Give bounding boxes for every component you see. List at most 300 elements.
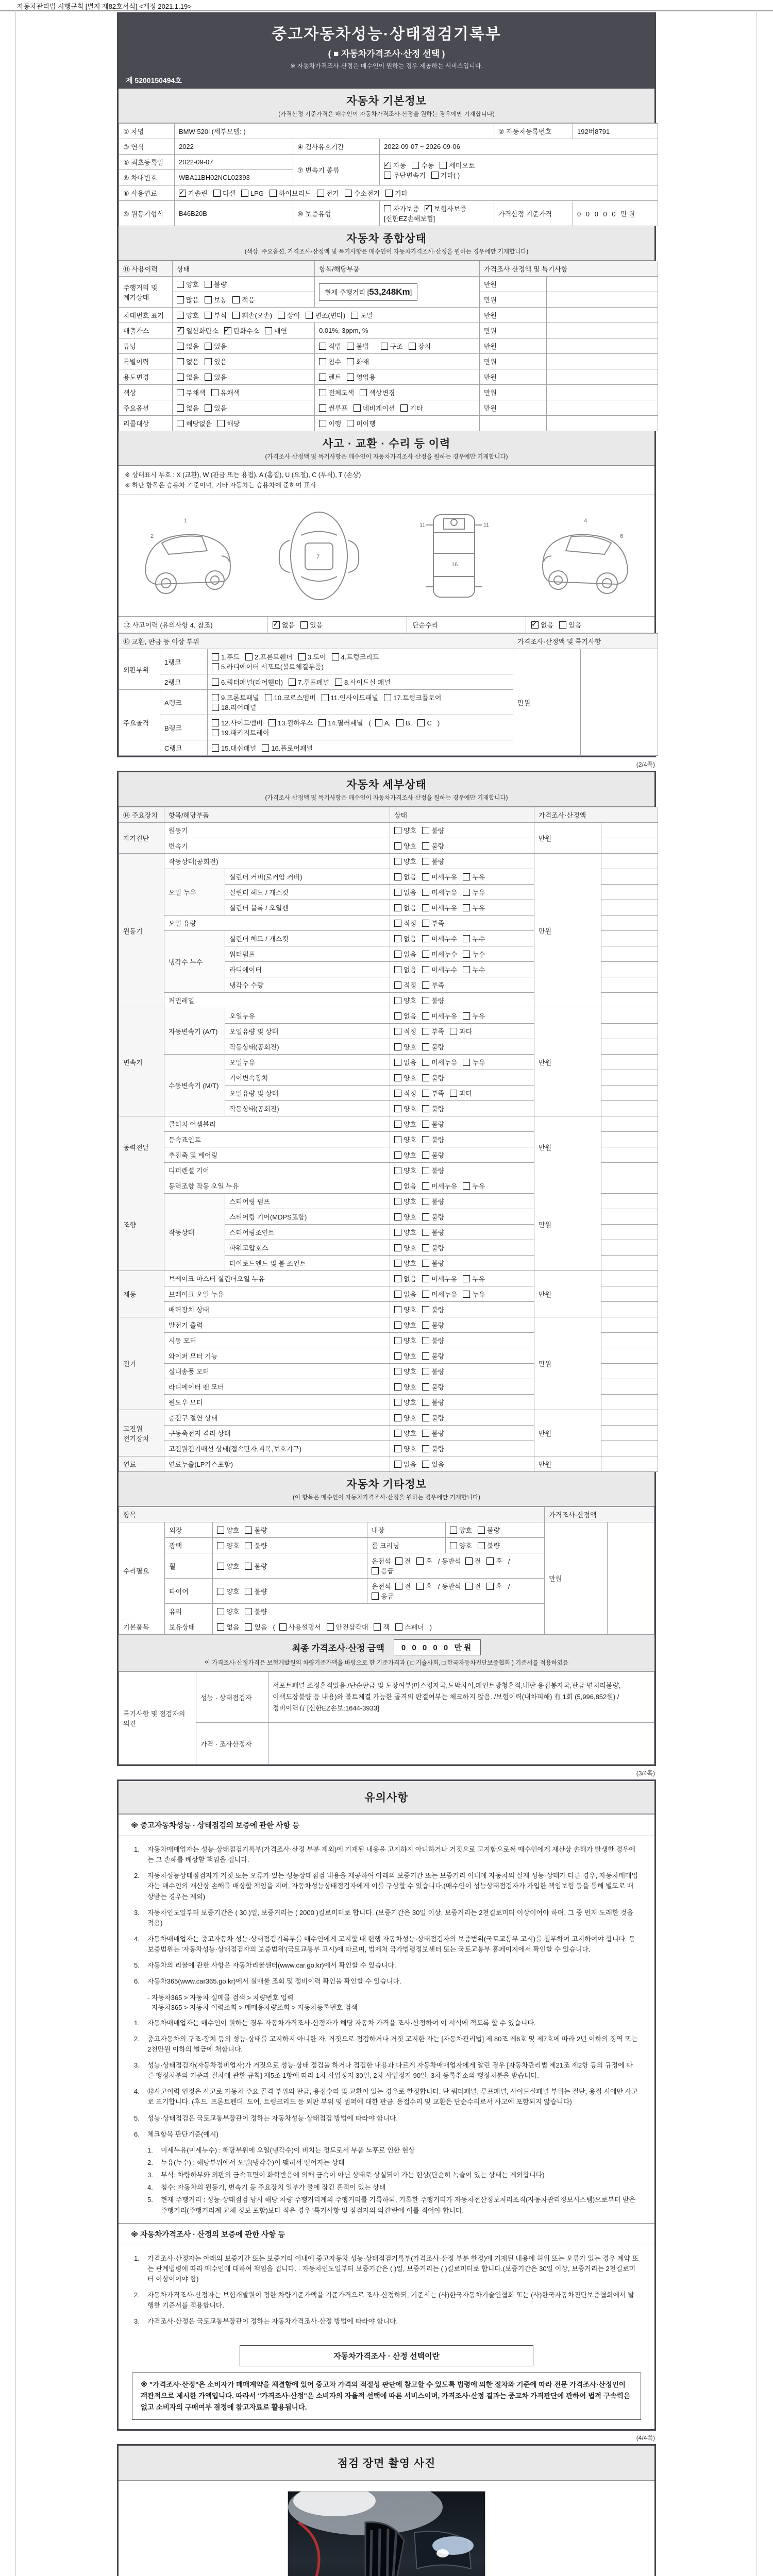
checkbox-icon[interactable]	[422, 1136, 429, 1143]
checkbox-option[interactable]	[422, 918, 444, 928]
checkbox-option[interactable]	[232, 295, 255, 304]
checkbox-option[interactable]	[177, 357, 199, 366]
checkbox-option[interactable]	[278, 310, 300, 320]
checkbox-option[interactable]	[384, 692, 441, 702]
checkbox-option[interactable]	[463, 964, 485, 974]
checkbox-icon[interactable]	[177, 358, 184, 365]
checkbox-option[interactable]	[268, 718, 313, 727]
checkbox-option[interactable]	[212, 718, 263, 727]
checkbox-option[interactable]	[205, 295, 227, 304]
checkbox-icon[interactable]	[212, 744, 219, 752]
checkbox-icon[interactable]	[394, 1121, 401, 1128]
checkbox-option[interactable]	[289, 677, 329, 687]
checkbox-icon[interactable]	[394, 1337, 401, 1344]
checkbox-icon[interactable]	[351, 312, 358, 319]
checkbox-option[interactable]	[177, 341, 199, 351]
checkbox-option[interactable]	[354, 403, 395, 413]
checkbox-option[interactable]	[417, 719, 431, 727]
checkbox-icon[interactable]	[394, 1445, 401, 1452]
checkbox-icon[interactable]	[463, 1275, 470, 1282]
checkbox-option[interactable]	[422, 1459, 444, 1469]
checkbox-icon[interactable]	[422, 842, 429, 850]
checkbox-option[interactable]	[422, 1088, 444, 1098]
checkbox-option[interactable]	[422, 856, 444, 866]
checkbox-option[interactable]	[465, 1556, 481, 1566]
checkbox-icon[interactable]	[354, 404, 361, 412]
checkbox-icon[interactable]	[422, 1368, 429, 1375]
checkbox-option[interactable]	[559, 620, 581, 630]
checkbox-icon[interactable]	[422, 1059, 429, 1066]
checkbox-option[interactable]	[400, 403, 423, 413]
checkbox-option[interactable]	[478, 1540, 500, 1550]
checkbox-option[interactable]	[335, 677, 391, 687]
checkbox-option[interactable]	[440, 160, 475, 170]
checkbox-icon[interactable]	[268, 719, 276, 726]
checkbox-option[interactable]	[211, 387, 240, 397]
checkbox-option[interactable]	[394, 1444, 416, 1453]
checkbox-option[interactable]	[422, 1243, 444, 1252]
checkbox-icon[interactable]	[394, 920, 401, 927]
checkbox-icon[interactable]	[394, 935, 401, 942]
checkbox-icon[interactable]	[422, 1151, 429, 1159]
checkbox-icon[interactable]	[422, 1399, 429, 1406]
checkbox-icon[interactable]	[478, 1527, 485, 1534]
checkbox-icon[interactable]	[463, 1291, 470, 1298]
checkbox-option[interactable]	[205, 403, 227, 413]
checkbox-option[interactable]	[416, 1581, 432, 1591]
checkbox-option[interactable]	[300, 620, 323, 630]
checkbox-icon[interactable]	[177, 404, 184, 412]
checkbox-icon[interactable]	[213, 190, 221, 197]
checkbox-option[interactable]	[431, 170, 460, 180]
checkbox-option[interactable]	[394, 918, 416, 928]
checkbox-icon[interactable]	[422, 1167, 429, 1174]
checkbox-option[interactable]	[394, 903, 416, 912]
checkbox-option[interactable]	[422, 1351, 444, 1361]
checkbox-icon[interactable]	[394, 1260, 401, 1267]
checkbox-option[interactable]	[212, 662, 324, 671]
checkbox-checked-icon[interactable]	[384, 162, 391, 169]
checkbox-icon[interactable]	[394, 1028, 401, 1035]
checkbox-icon[interactable]	[212, 704, 219, 711]
checkbox-icon[interactable]	[463, 966, 470, 973]
checkbox-option[interactable]	[463, 1011, 485, 1021]
checkbox-option[interactable]	[319, 387, 354, 397]
checkbox-icon[interactable]	[409, 343, 416, 350]
checkbox-option[interactable]	[422, 825, 444, 835]
checkbox-option[interactable]	[394, 1274, 416, 1283]
checkbox-option[interactable]	[217, 1606, 239, 1616]
checkbox-option[interactable]	[394, 1413, 416, 1422]
checkbox-option[interactable]	[394, 1428, 416, 1438]
checkbox-icon[interactable]	[450, 1542, 457, 1549]
checkbox-checked-icon[interactable]	[179, 190, 186, 197]
checkbox-icon[interactable]	[212, 653, 219, 660]
checkbox-option[interactable]	[245, 652, 293, 662]
checkbox-checked-icon[interactable]	[273, 621, 280, 629]
checkbox-icon[interactable]	[212, 694, 219, 701]
checkbox-icon[interactable]	[422, 1461, 429, 1468]
checkbox-option[interactable]	[422, 934, 457, 943]
checkbox-option[interactable]	[319, 341, 341, 351]
checkbox-icon[interactable]	[394, 1368, 401, 1375]
checkbox-icon[interactable]	[278, 312, 285, 319]
checkbox-option[interactable]	[394, 1011, 416, 1021]
checkbox-option[interactable]	[463, 872, 485, 882]
checkbox-option[interactable]	[486, 1581, 502, 1591]
checkbox-option[interactable]	[213, 188, 236, 198]
checkbox-icon[interactable]	[422, 1028, 429, 1035]
checkbox-option[interactable]	[245, 1586, 267, 1596]
checkbox-option[interactable]	[422, 980, 444, 990]
checkbox-option[interactable]	[394, 1196, 416, 1206]
checkbox-option[interactable]	[241, 190, 264, 197]
checkbox-checked-icon[interactable]	[177, 327, 184, 334]
checkbox-icon[interactable]	[347, 358, 354, 365]
checkbox-icon[interactable]	[345, 190, 352, 197]
checkbox-option[interactable]	[394, 1289, 416, 1299]
checkbox-icon[interactable]	[395, 1557, 402, 1565]
checkbox-option[interactable]	[347, 357, 369, 366]
checkbox-option[interactable]	[422, 1011, 457, 1021]
checkbox-icon[interactable]	[319, 374, 326, 381]
checkbox-option[interactable]	[177, 418, 212, 428]
checkbox-icon[interactable]	[463, 889, 470, 896]
checkbox-option[interactable]	[317, 188, 339, 198]
checkbox-icon[interactable]	[217, 1608, 224, 1615]
checkbox-option[interactable]	[394, 1397, 416, 1407]
checkbox-option[interactable]	[319, 403, 348, 413]
checkbox-option[interactable]	[422, 1444, 444, 1453]
checkbox-option[interactable]	[347, 341, 369, 351]
checkbox-icon[interactable]	[394, 889, 401, 896]
checkbox-option[interactable]	[422, 1104, 444, 1113]
checkbox-icon[interactable]	[360, 389, 367, 396]
checkbox-icon[interactable]	[394, 1383, 401, 1391]
checkbox-option[interactable]	[212, 727, 269, 737]
checkbox-option[interactable]	[394, 1026, 416, 1036]
checkbox-icon[interactable]	[217, 1623, 224, 1631]
checkbox-option[interactable]	[463, 1057, 485, 1067]
checkbox-icon[interactable]	[385, 190, 393, 197]
checkbox-option[interactable]	[450, 1026, 472, 1036]
checkbox-icon[interactable]	[317, 190, 324, 197]
checkbox-option[interactable]	[422, 1227, 444, 1237]
checkbox-option[interactable]	[273, 620, 295, 630]
checkbox-option[interactable]	[395, 1581, 411, 1591]
checkbox-option[interactable]	[205, 357, 227, 366]
checkbox-option[interactable]	[422, 1181, 457, 1191]
checkbox-icon[interactable]	[422, 858, 429, 865]
checkbox-option[interactable]	[463, 1274, 485, 1283]
checkbox-icon[interactable]	[422, 920, 429, 927]
checkbox-option[interactable]	[319, 357, 341, 366]
checkbox-option[interactable]	[394, 1165, 416, 1175]
checkbox-icon[interactable]	[422, 1414, 429, 1421]
checkbox-option[interactable]	[351, 310, 373, 320]
checkbox-icon[interactable]	[422, 966, 429, 973]
checkbox-option[interactable]	[394, 1150, 416, 1160]
checkbox-icon[interactable]	[422, 1306, 429, 1313]
checkbox-option[interactable]	[245, 1540, 267, 1550]
checkbox-icon[interactable]	[422, 1105, 429, 1112]
checkbox-icon[interactable]	[450, 1028, 457, 1035]
checkbox-icon[interactable]	[394, 1321, 401, 1329]
checkbox-icon[interactable]	[212, 663, 219, 670]
checkbox-option[interactable]	[177, 387, 206, 397]
checkbox-option[interactable]	[245, 1561, 267, 1571]
checkbox-icon[interactable]	[372, 1592, 379, 1600]
checkbox-icon[interactable]	[394, 1414, 401, 1421]
checkbox-icon[interactable]	[394, 842, 401, 850]
checkbox-option[interactable]	[416, 1556, 432, 1566]
checkbox-icon[interactable]	[422, 1430, 429, 1437]
checkbox-icon[interactable]	[205, 358, 212, 365]
checkbox-icon[interactable]	[262, 744, 269, 752]
checkbox-icon[interactable]	[322, 694, 329, 701]
checkbox-icon[interactable]	[394, 1198, 401, 1205]
checkbox-option[interactable]	[217, 1622, 239, 1632]
checkbox-icon[interactable]	[394, 997, 401, 1004]
checkbox-option[interactable]	[394, 995, 416, 1005]
checkbox-option[interactable]	[422, 1042, 444, 1052]
checkbox-icon[interactable]	[400, 404, 408, 412]
checkbox-option[interactable]	[205, 372, 227, 382]
checkbox-option[interactable]	[245, 1525, 267, 1535]
checkbox-icon[interactable]	[177, 312, 184, 319]
checkbox-icon[interactable]	[422, 1213, 429, 1221]
checkbox-icon[interactable]	[422, 997, 429, 1004]
checkbox-icon[interactable]	[478, 1542, 485, 1549]
checkbox-icon[interactable]	[486, 1557, 494, 1565]
checkbox-icon[interactable]	[372, 1567, 379, 1574]
checkbox-icon[interactable]	[245, 1563, 252, 1570]
checkbox-icon[interactable]	[384, 205, 391, 212]
checkbox-icon[interactable]	[394, 1244, 401, 1251]
checkbox-option[interactable]	[245, 1606, 267, 1616]
checkbox-icon[interactable]	[450, 1090, 457, 1097]
checkbox-icon[interactable]	[347, 420, 354, 427]
checkbox-option[interactable]	[394, 1181, 416, 1191]
checkbox-option[interactable]	[486, 1556, 502, 1566]
checkbox-icon[interactable]	[205, 374, 212, 381]
checkbox-option[interactable]	[332, 652, 379, 662]
checkbox-option[interactable]	[394, 841, 416, 851]
checkbox-icon[interactable]	[463, 873, 470, 880]
checkbox-option[interactable]	[217, 1561, 239, 1571]
checkbox-option[interactable]	[394, 1335, 416, 1345]
checkbox-icon[interactable]	[241, 190, 248, 197]
checkbox-icon[interactable]	[217, 1527, 224, 1534]
checkbox-option[interactable]	[394, 872, 416, 882]
checkbox-option[interactable]	[394, 1134, 416, 1144]
checkbox-option[interactable]	[422, 1335, 444, 1345]
checkbox-checked-icon[interactable]	[425, 205, 432, 212]
checkbox-icon[interactable]	[417, 719, 425, 726]
checkbox-option[interactable]	[422, 841, 444, 851]
checkbox-icon[interactable]	[422, 1352, 429, 1360]
checkbox-icon[interactable]	[300, 621, 308, 629]
checkbox-icon[interactable]	[396, 719, 404, 726]
checkbox-icon[interactable]	[422, 1337, 429, 1344]
checkbox-option[interactable]	[422, 1258, 444, 1268]
checkbox-icon[interactable]	[486, 1583, 494, 1590]
checkbox-option[interactable]	[384, 204, 419, 213]
checkbox-option[interactable]	[245, 1622, 267, 1632]
checkbox-checked-icon[interactable]	[531, 621, 539, 629]
checkbox-option[interactable]	[425, 204, 466, 213]
checkbox-icon[interactable]	[347, 343, 354, 350]
checkbox-option[interactable]	[345, 188, 380, 198]
checkbox-icon[interactable]	[394, 1461, 401, 1468]
checkbox-option[interactable]	[224, 326, 259, 335]
checkbox-option[interactable]	[217, 418, 240, 428]
checkbox-option[interactable]	[394, 1258, 416, 1268]
checkbox-icon[interactable]	[319, 358, 326, 365]
checkbox-icon[interactable]	[394, 1090, 401, 1097]
checkbox-option[interactable]	[422, 995, 444, 1005]
checkbox-option[interactable]	[422, 1026, 444, 1036]
checkbox-option[interactable]	[177, 295, 199, 304]
checkbox-icon[interactable]	[319, 343, 326, 350]
checkbox-icon[interactable]	[211, 389, 219, 396]
checkbox-option[interactable]	[422, 1212, 444, 1222]
checkbox-option[interactable]	[217, 1525, 239, 1535]
checkbox-icon[interactable]	[245, 1527, 252, 1534]
checkbox-option[interactable]	[394, 1351, 416, 1361]
checkbox-icon[interactable]	[463, 1182, 470, 1190]
checkbox-option[interactable]	[319, 418, 341, 428]
checkbox-icon[interactable]	[394, 1229, 401, 1236]
checkbox-icon[interactable]	[394, 1182, 401, 1190]
checkbox-option[interactable]	[422, 1057, 457, 1067]
checkbox-icon[interactable]	[394, 1291, 401, 1298]
checkbox-icon[interactable]	[394, 1074, 401, 1081]
checkbox-icon[interactable]	[412, 162, 419, 169]
checkbox-option[interactable]	[212, 692, 259, 702]
checkbox-icon[interactable]	[422, 1182, 429, 1190]
checkbox-option[interactable]	[394, 949, 416, 959]
checkbox-icon[interactable]	[416, 1557, 424, 1565]
checkbox-icon[interactable]	[394, 904, 401, 911]
checkbox-icon[interactable]	[205, 312, 212, 319]
checkbox-option[interactable]	[177, 310, 199, 320]
checkbox-option[interactable]	[394, 934, 416, 943]
checkbox-option[interactable]	[270, 188, 311, 198]
checkbox-option[interactable]	[409, 341, 431, 351]
checkbox-option[interactable]	[394, 964, 416, 974]
checkbox-icon[interactable]	[394, 951, 401, 958]
checkbox-icon[interactable]	[394, 827, 401, 834]
checkbox-option[interactable]	[422, 1119, 444, 1129]
checkbox-icon[interactable]	[279, 1623, 287, 1631]
checkbox-option[interactable]	[422, 1428, 444, 1438]
checkbox-option[interactable]	[394, 1382, 416, 1392]
checkbox-option[interactable]	[384, 170, 426, 180]
checkbox-option[interactable]	[381, 341, 403, 351]
checkbox-icon[interactable]	[440, 162, 447, 169]
checkbox-option[interactable]	[450, 1088, 472, 1098]
checkbox-option[interactable]	[394, 887, 416, 897]
checkbox-option[interactable]	[422, 1366, 444, 1376]
checkbox-icon[interactable]	[232, 296, 240, 303]
checkbox-option[interactable]	[179, 188, 208, 198]
checkbox-icon[interactable]	[245, 1608, 252, 1615]
checkbox-option[interactable]	[265, 692, 316, 702]
checkbox-icon[interactable]	[245, 1588, 252, 1595]
checkbox-icon[interactable]	[450, 1527, 457, 1534]
checkbox-option[interactable]	[422, 1320, 444, 1330]
checkbox-icon[interactable]	[422, 1383, 429, 1391]
checkbox-icon[interactable]	[463, 951, 470, 958]
checkbox-option[interactable]	[232, 310, 272, 320]
checkbox-checked-icon[interactable]	[224, 327, 231, 334]
checkbox-option[interactable]	[394, 1088, 416, 1098]
checkbox-icon[interactable]	[463, 1012, 470, 1020]
checkbox-icon[interactable]	[394, 1352, 401, 1360]
checkbox-icon[interactable]	[347, 374, 354, 381]
checkbox-option[interactable]	[372, 1591, 394, 1601]
checkbox-option[interactable]	[212, 677, 283, 687]
checkbox-option[interactable]	[394, 1227, 416, 1237]
checkbox-option[interactable]	[265, 326, 287, 335]
checkbox-option[interactable]	[327, 1622, 368, 1632]
checkbox-icon[interactable]	[463, 935, 470, 942]
checkbox-option[interactable]	[463, 887, 485, 897]
checkbox-icon[interactable]	[384, 172, 391, 179]
checkbox-option[interactable]	[394, 825, 416, 835]
checkbox-option[interactable]	[394, 1304, 416, 1314]
checkbox-icon[interactable]	[217, 1542, 224, 1549]
checkbox-icon[interactable]	[177, 389, 184, 396]
checkbox-option[interactable]	[394, 856, 416, 866]
checkbox-option[interactable]	[212, 652, 240, 662]
checkbox-icon[interactable]	[463, 1059, 470, 1066]
checkbox-option[interactable]	[306, 310, 345, 320]
checkbox-option[interactable]	[422, 1134, 444, 1144]
checkbox-option[interactable]	[347, 372, 376, 382]
checkbox-icon[interactable]	[422, 981, 429, 989]
checkbox-icon[interactable]	[394, 858, 401, 865]
checkbox-option[interactable]	[422, 1073, 444, 1082]
checkbox-icon[interactable]	[422, 935, 429, 942]
checkbox-option[interactable]	[422, 1413, 444, 1422]
checkbox-option[interactable]	[422, 949, 457, 959]
checkbox-icon[interactable]	[232, 312, 240, 319]
checkbox-icon[interactable]	[416, 1583, 424, 1590]
checkbox-icon[interactable]	[319, 420, 326, 427]
checkbox-option[interactable]	[394, 1104, 416, 1113]
checkbox-option[interactable]	[463, 949, 485, 959]
checkbox-icon[interactable]	[212, 729, 219, 736]
checkbox-option[interactable]	[212, 702, 256, 712]
checkbox-icon[interactable]	[422, 1229, 429, 1236]
checkbox-option[interactable]	[463, 1289, 485, 1299]
checkbox-option[interactable]	[385, 188, 408, 198]
checkbox-icon[interactable]	[422, 1275, 429, 1282]
checkbox-option[interactable]	[450, 1540, 472, 1550]
checkbox-icon[interactable]	[394, 1213, 401, 1221]
checkbox-option[interactable]	[205, 341, 227, 351]
checkbox-icon[interactable]	[422, 873, 429, 880]
checkbox-icon[interactable]	[422, 1043, 429, 1050]
checkbox-icon[interactable]	[212, 719, 219, 726]
checkbox-icon[interactable]	[332, 653, 339, 660]
checkbox-option[interactable]	[384, 160, 406, 170]
checkbox-icon[interactable]	[217, 1563, 224, 1570]
checkbox-option[interactable]	[374, 1622, 390, 1632]
checkbox-icon[interactable]	[422, 1090, 429, 1097]
